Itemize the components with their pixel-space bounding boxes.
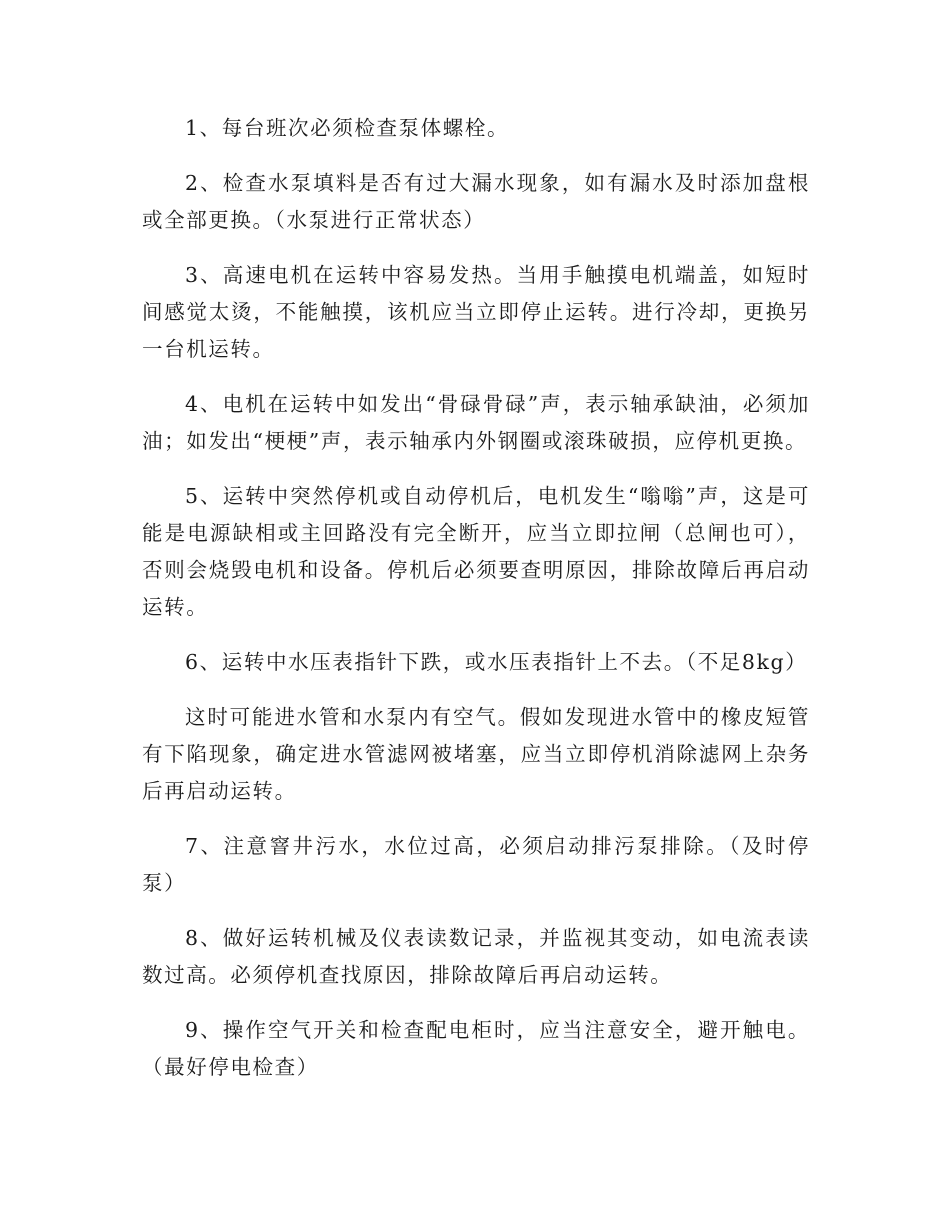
document-body <box>142 110 810 1104</box>
paragraph-1: 1、每台班次必须检查泵体螺栓。 <box>185 116 510 140</box>
paragraph-5: 5、运转中突然停机或自动停机后，电机发生“嗡嗡”声，这是可能是电源缺相或主回路没有完全断开，应当立即拉闸（总闸也可），否则会烧毁电机和设备。停机后必须要查明原因，排除故障后再启动运转。 <box>142 484 810 619</box>
paragraph-6-detail: 这时可能进水管和水泵内有空气。假如发现进水管中的橡皮短管有下陷现象，确定进水管滤网被堵塞，应当立即停机消除滤网上杂务后再启动运转。 <box>142 705 810 803</box>
paragraph-8: 8、做好运转机械及仪表读数记录，并监视其变动，如电流表读数过高。必须停机查找原因，排除故障后再启动运转。 <box>142 926 810 987</box>
paragraph-2: 2、检查水泵填料是否有过大漏水现象，如有漏水及时添加盘根或全部更换。（水泵进行正常状态） <box>142 171 810 232</box>
paragraph-7: 7、注意窨井污水，水位过高，必须启动排污泵排除。（及时停泵） <box>142 834 810 895</box>
paragraph-9: 9、操作空气开关和检查配电柜时，应当注意安全，避开触电。（最好停电检查） <box>142 1018 810 1079</box>
paragraph-4: 4、电机在运转中如发出“骨碌骨碌”声，表示轴承缺油，必须加油；如发出“梗梗”声，表示轴承内外钢圈或滚珠破损，应停机更换。 <box>142 392 810 453</box>
paragraph-3: 3、高速电机在运转中容易发热。当用手触摸电机端盖，如短时间感觉太烫，不能触摸，该机应当立即停止运转。进行冷却，更换另一台机运转。 <box>142 263 810 361</box>
paragraph-6: 6、运转中水压表指针下跌，或水压表指针上不去。（不足8kg） <box>185 650 808 674</box>
